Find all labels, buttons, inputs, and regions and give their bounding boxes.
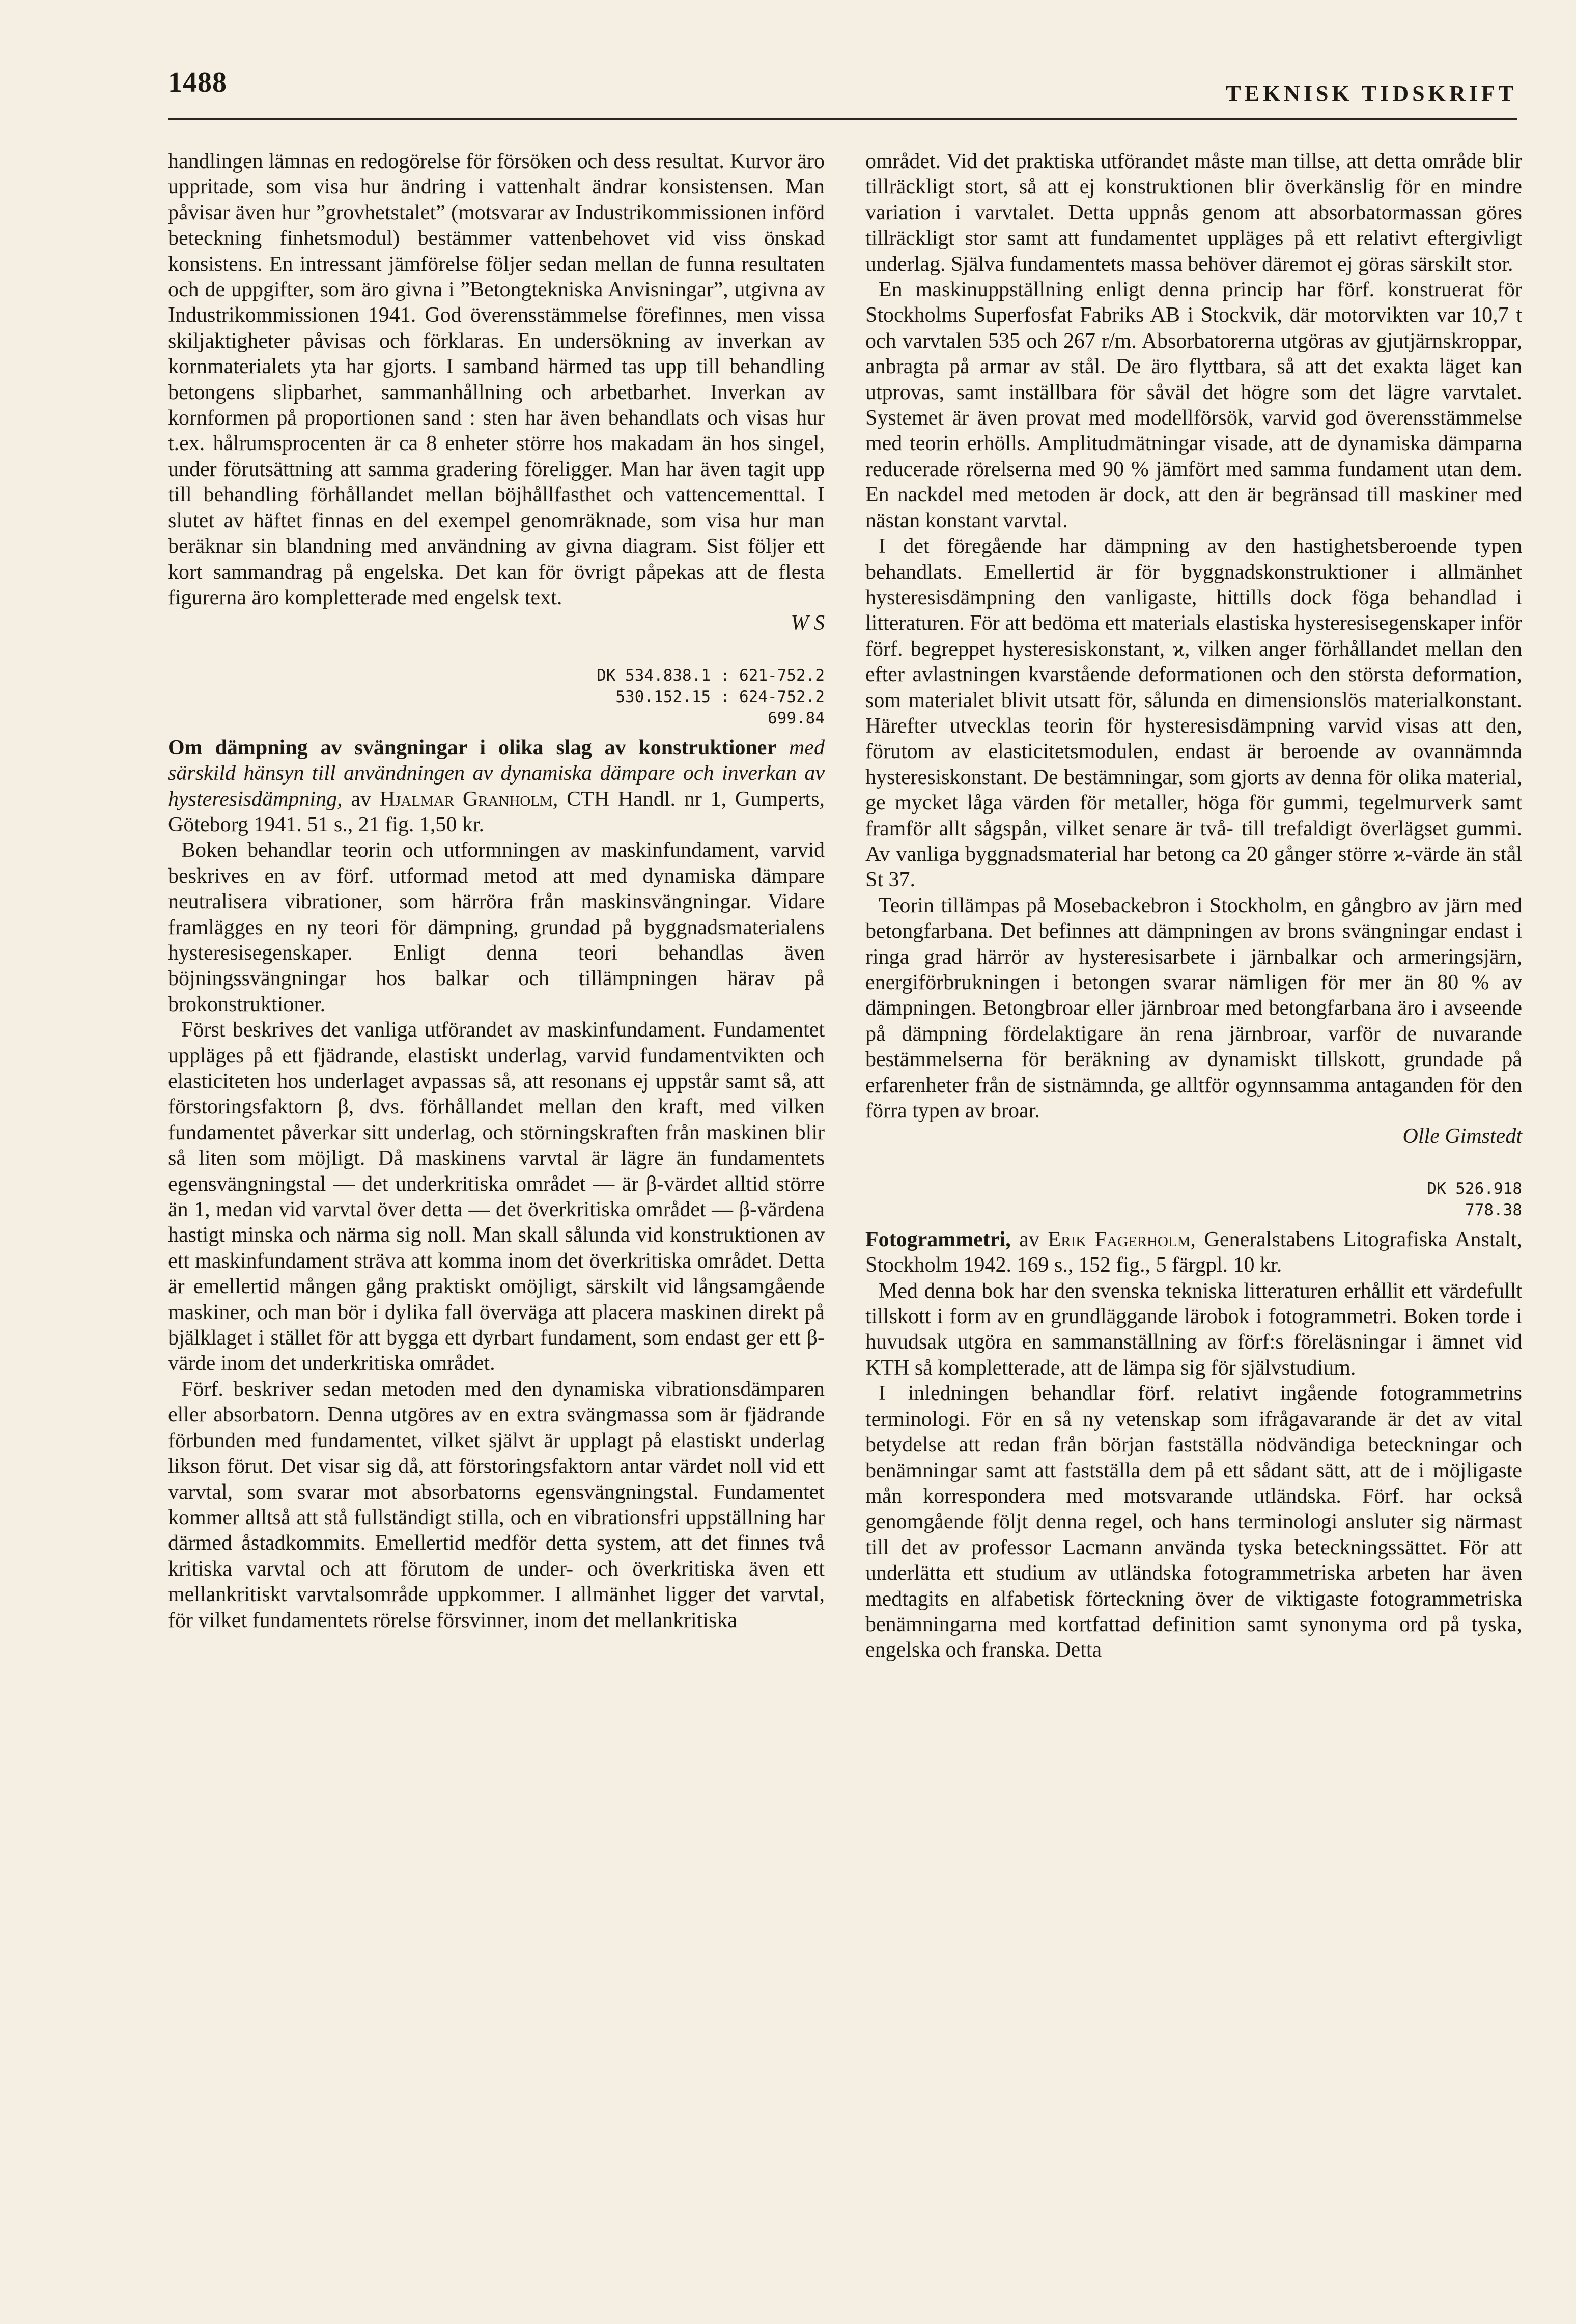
body-paragraph: området. Vid det praktiska utförandet måste man tillse, att detta område blir tillräckligt stort, så att ej konstruktionen blir överkänslig för en mindre variation i varvtalet. Detta uppnås genom att absorbatormassan göres tillräckligt stor samt att fundamentet uppläges på ett relativt eftergivligt underlag. Själva fundamentets massa behöver däremot ej göras särskilt stor.	[865, 150, 1522, 276]
journal-title: TEKNISK TIDSKRIFT	[1226, 81, 1517, 106]
dk-classification-2	[865, 1178, 1522, 1221]
body-paragraph: Förf. beskriver sedan metoden med den dynamiska vibrationsdämparen eller absorbatorn. Denna utgöres av en extra svängmassa som är fjädrande förbunden med fundamentet, vilket självt är upplagt på elastiskt underlag likson förut. Det visar sig då, att förstoringsfaktorn antar värdet noll vid ett varvtal, som svarar mot absorbatorns egensvängningstal. Fundamentet kommer alltså att stå fullständigt stilla, och en vibrationsfri uppställning har därmed åstadkommits. Emellertid medför detta system, att det finnes två kritiska varvtal och att förutom de under- och överkritiska även ett mellankritiskt varvtalsområde uppkommer. I allmänhet ligger det varvtal, för vilket fundamentets rörelse försvinner, inom det mellankritiska	[168, 1377, 825, 1632]
signature-gimstedt: Olle Gimstedt	[1402, 1125, 1522, 1149]
dk-line: DK 534.838.1 : 621-752.2	[597, 666, 825, 685]
page-number: 1488	[168, 67, 227, 98]
review-heading-2	[865, 1227, 1522, 1278]
body-paragraph-signed	[865, 893, 1522, 1150]
review-author: Hjalmar Granholm	[379, 787, 553, 811]
review-publication: , CTH Handl. nr 1, Gumperts, Göteborg 1941. 51 s., 21 fig. 1,50 kr.	[168, 787, 825, 836]
body-paragraph: Teorin tillämpas på Mosebackebron i Stockholm, en gångbro av järn med betongfarbana. Det befinnes att dämpningen av brons svängningar endast i ringa grad härrör av hysteresisarbete i järnbalkar och armeringsjärn, energiförbrukningen i betongen svarar nämligen för mer än 80 % av dämpningen. Betongbroar eller järnbroar med betongfarbana äro i avseende på dämpning fördelaktigare än rena järnbroar, varför de nuvarande bestämmelserna för beräkning av dynamiskt tillskott, grundade på erfarenheter från de sistnämnda, ge alltför ogynnsamma antaganden för den förra typen av broar.	[865, 893, 1522, 1123]
page-header	[168, 66, 1517, 122]
dk-line: DK 526.918	[1427, 1179, 1522, 1198]
author-prefix: av	[1019, 1227, 1039, 1251]
article-continuation	[168, 149, 825, 636]
review-heading-1	[168, 735, 825, 838]
dk-line: 530.152.15 : 624-752.2	[615, 687, 825, 706]
body-paragraph: Först beskrives det vanliga utförandet av maskinfundament. Fundamentet uppläges på ett fjädrande, elastiskt underlag, varvid fundamentvikten och elasticiteten hos underlaget avpassas så, att resonans ej uppstår samt så, att förstoringsfaktorn β, dvs. förhållandet mellan den kraft, med vilken fundamentet påverkar sitt underlag, och störningskraften från maskinen blir så liten som möjligt. Då maskinens varvtal är lägre än fundamentets egensvängningstal — det underkritiska området — är β-värdet alltid större än 1, medan vid varvtal över detta — det överkritiska området — β-värdena hastigt minska och närma sig noll. Man skall sålunda vid konstruktionen av ett maskinfundament sträva att komma inom det överkritiska området. Detta är emellertid mången gång praktiskt omöjligt, särskilt vid långsamgående maskiner, och man bör i dylika fall överväga att placera maskinen direkt på bjälklaget i stället för att bygga ett dyrbart fundament, som endast ger ett β-värde inom det underkritiska området.	[168, 1018, 825, 1376]
right-column	[865, 149, 1522, 1663]
body-paragraph: I det föregående har dämpning av den hastighetsberoende typen behandlats. Emellertid är för byggnadskonstruktioner i allmänhet hysteresisdämpning den vanligaste, hittills dock föga behandlad i litteraturen. För att bedöma ett materials elastiska hysteresisegenskaper inför förf. begreppet hysteresiskonstant, ϰ, vilken anger förhållandet mellan den efter avlastningen kvarstående deformationen och den största deformation, som materialet blivit utsatt för, sålunda en dimensionslös materialkonstant. Härefter utvecklas teorin för hysteresisdämpning varvid visas att den, förutom av elasticitetsmodulen, endast är beroende av ovannämnda hysteresiskonstant. De bestämningar, som gjorts av denna för olika material, ge mycket låga värden för metaller, höga för gummi, tegelmurverk samt framför allt sågspån, vilket senare är två- till trefaldigt överlägset gummi. Av vanliga byggnadsmaterial har betong ca 20 gånger större ϰ-värde än stål St 37.	[865, 535, 1522, 892]
author-prefix: av	[351, 787, 372, 811]
review-subtitle: med särskild hänsyn till användningen av dynamiska dämpare och inverkan av hysteresisdämpning,	[168, 736, 825, 811]
review-author: Erik Fagerholm	[1048, 1227, 1191, 1251]
signature-ws: W S	[791, 611, 825, 635]
left-column	[168, 149, 825, 1633]
review-title: Fotogrammetri,	[865, 1227, 1011, 1251]
dk-line: 699.84	[768, 709, 825, 727]
review-title: Om dämpning av svängningar i olika slag av konstruktioner	[168, 736, 777, 760]
dk-classification-1	[168, 665, 825, 729]
intro-paragraph: handlingen lämnas en redogörelse för försöken och dess resultat. Kurvor äro uppritade, som visa hur ändring i vattenhalt ändrar konsistensen. Man påvisar även hur ”grovhetstalet” (motsvarar av Industrikommissionen införd beteckning finhetsmodul) bestämmer vattenbehovet vid viss önskad konsistens. En intressant jämförelse följer sedan mellan de funna resultaten och de uppgifter, som äro givna i ”Betongtekniska Anvisningar”, utgivna av Industrikommissionen 1941. God överensstämmelse förefinnes, men vissa skiljaktigheter påvisas och förklaras. En undersökning av inverkan av kornmaterialets yta har gjorts. I samband härmed tas upp till behandling betongens slipbarhet, sammanhållning och arbetbarhet. Inverkan av kornformen på proportionen sand : sten har även behandlats och visas hur t.ex. hålrumsprocenten är ca 8 enheter större hos makadam än hos singel, under förutsättning att samma gradering föreligger. Man har även tagit upp till behandling förhållandet mellan böjhållfasthet och vattencementtal. I slutet av häftet finnas en del exempel genomräknade, som visa hur man beräknar sin blandning med användning av givna diagram. Sist följer ett kort sammandrag på engelska. Det kan för övrigt påpekas att de flesta figurerna äro kompletterade med engelsk text.	[168, 150, 825, 609]
body-paragraph: I inledningen behandlar förf. relativt ingående fotogrammetrins terminologi. För en så ny vetenskap som ifrågavarande är det av vital betydelse att redan från början fastställa nödvändiga beteckningar och benämningar samt att fastställa dem på ett sådant sätt, att de i möjligaste mån korrespondera med motsvarande utländska. Förf. har också genomgående följt denna regel, och hans terminologi ansluter sig närmast till det av professor Lacmann använda tyska beteckningssättet. För att underlätta ett studium av utländska fotogrammetriska arbeten har även medtagits en alfabetisk förteckning över de viktigaste fotogrammetriska benämningarna med kortfattad definition samt synonyma ord på tyska, engelska och franska. Detta	[865, 1382, 1522, 1662]
review-publication: , Generalstabens Litografiska Anstalt, Stockholm 1942. 169 s., 152 fig., 5 färgpl. 10 kr.	[865, 1227, 1523, 1277]
body-paragraph: Boken behandlar teorin och utformningen av maskinfundament, varvid beskrives en av förf. utformad metod att med dynamiska dämpare neutralisera vibrationer, som härröra från maskinsvängningar. Vidare framlägges en ny teori för dämpning, grundad på byggnadsmaterialens hysteresisegenskaper. Enligt denna teori behandlas även böjningssvängningar hos balkar och tillämpningen härav på brokonstruktioner.	[168, 838, 825, 1016]
body-paragraph: Med denna bok har den svenska tekniska litteraturen erhållit ett värdefullt tillskott i form av en grundläggande lärobok i fotogrammetri. Boken torde i huvudsak utgöra en sammanställning av förf:s föreläsningar i ämnet vid KTH så kompletterade, att de lämpa sig för självstudium.	[865, 1279, 1522, 1380]
body-paragraph: En maskinuppställning enligt denna princip har förf. konstruerat för Stockholms Superfosfat Fabriks AB i Stockvik, där motorvikten var 10,7 t och varvtalen 535 och 267 r/m. Absorbatorerna utgöras av gjutjärnskroppar, anbragta på armar av stål. De äro flyttbara, så att det exakta läget kan utprovas, samt inställbara för såväl det högre som det lägre varvtalet. Systemet är även provat med modellförsök, varvid god överensstämmelse med teorin erhölls. Amplitudmätningar visade, att de dynamiska dämparna reducerade rörelserna med 90 % jämfört med samma fundament utan dem. En nackdel med metoden är dock, att den är begränsad till maskiner med nästan konstant varvtal.	[865, 278, 1522, 533]
dk-line: 778.38	[1465, 1200, 1522, 1219]
header-rule	[168, 118, 1517, 120]
